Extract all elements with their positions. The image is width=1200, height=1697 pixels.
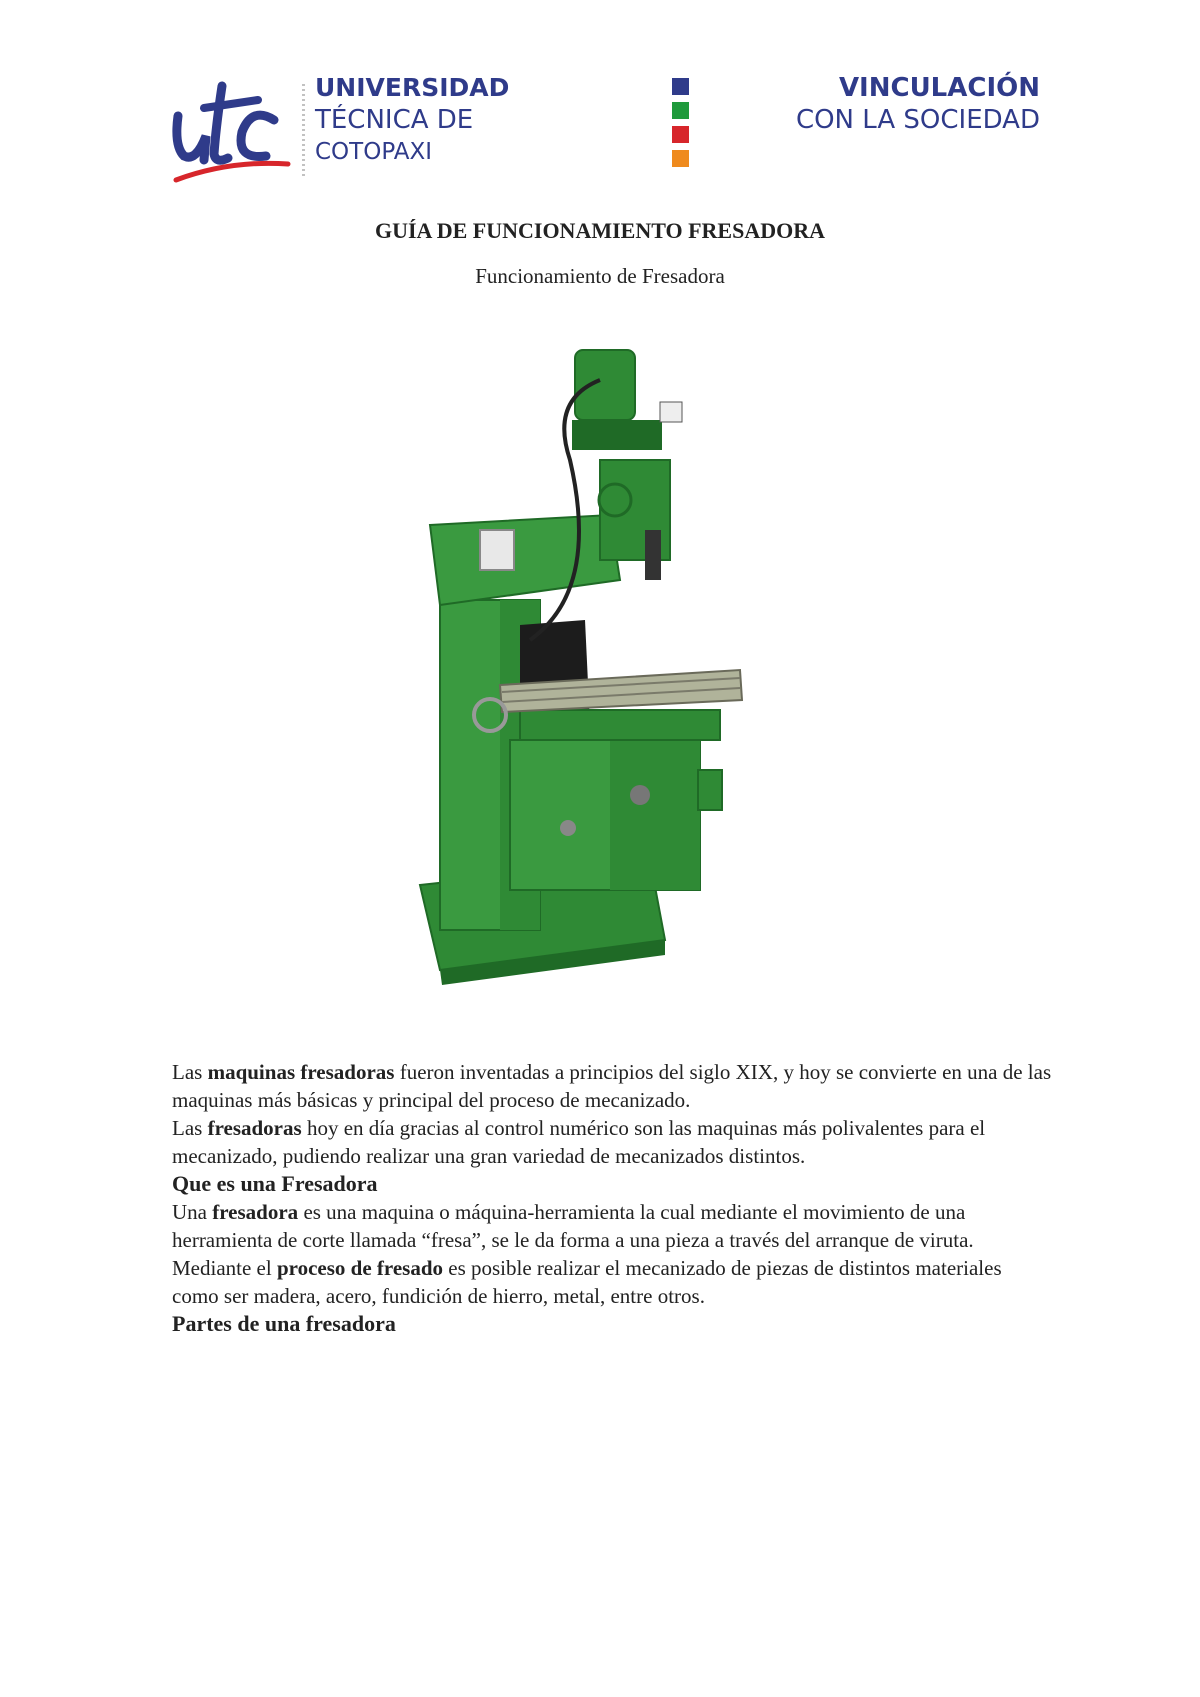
para2-text-b: hoy en día gracias al control numérico son las maquinas más polivalentes para el mecanizado, pudiendo realizar una gran variedad de mecanizados distintos.: [172, 1116, 986, 1168]
utc-logo: [170, 76, 295, 191]
para2-text-a: Las: [172, 1116, 208, 1140]
para3-text-a: Una: [172, 1200, 213, 1224]
body-text: [172, 1058, 1052, 1338]
vinculacion-label: [796, 72, 1040, 136]
document-title: GUÍA DE FUNCIONAMIENTO FRESADORA: [374, 218, 826, 243]
paragraph-definition: [172, 1198, 1052, 1254]
heading-partes: Partes de una fresadora: [172, 1311, 396, 1336]
vinculacion-line-1: VINCULACIÓN: [838, 73, 1040, 103]
square-orange: [672, 150, 689, 167]
para2-bold: fresadoras: [207, 1116, 302, 1140]
square-blue: [672, 78, 689, 95]
para4-text-b: es posible realizar el mecanizado de piezas de distintos materiales como ser madera, acero, fundición de hierro, metal, entre otros.: [172, 1256, 1002, 1308]
para4-bold: proceso de fresado: [276, 1256, 444, 1280]
square-green: [672, 102, 689, 119]
divider-dots: [302, 84, 305, 176]
para3-bold: fresadora: [212, 1200, 299, 1224]
page-header: [170, 62, 1040, 192]
para1-text-a: Las: [172, 1060, 208, 1084]
paragraph-intro: [172, 1058, 1052, 1114]
square-red: [672, 126, 689, 143]
university-line-3: COTOPAXI: [315, 139, 432, 165]
para3-text-b: es una maquina o máquina-herramienta la cual mediante el movimiento de una herramienta de corte llamada “fresa”, se le da forma a una pieza a través del arranque de viruta.: [172, 1200, 974, 1252]
university-line-2: TÉCNICA DE: [315, 105, 474, 135]
para4-text-a: Mediante el: [172, 1256, 277, 1280]
heading-que-es: Que es una Fresadora: [172, 1171, 378, 1196]
para1-text-b: fueron inventadas a principios del siglo XIX, y hoy se convierte en una de las maquinas más básicas y principal del proceso de mecanizado.: [172, 1060, 1052, 1112]
para1-bold: maquinas fresadoras: [207, 1060, 395, 1084]
university-line-1: UNIVERSIDAD: [315, 73, 510, 102]
vinculacion-line-2: CON LA SOCIEDAD: [795, 105, 1040, 135]
university-name: [315, 72, 509, 168]
color-squares: [672, 78, 689, 174]
paragraph-cnc: [172, 1114, 1052, 1170]
milling-machine-image: [400, 340, 830, 1010]
document-subtitle: Funcionamiento de Fresadora: [475, 264, 725, 288]
paragraph-process: [172, 1254, 1052, 1310]
